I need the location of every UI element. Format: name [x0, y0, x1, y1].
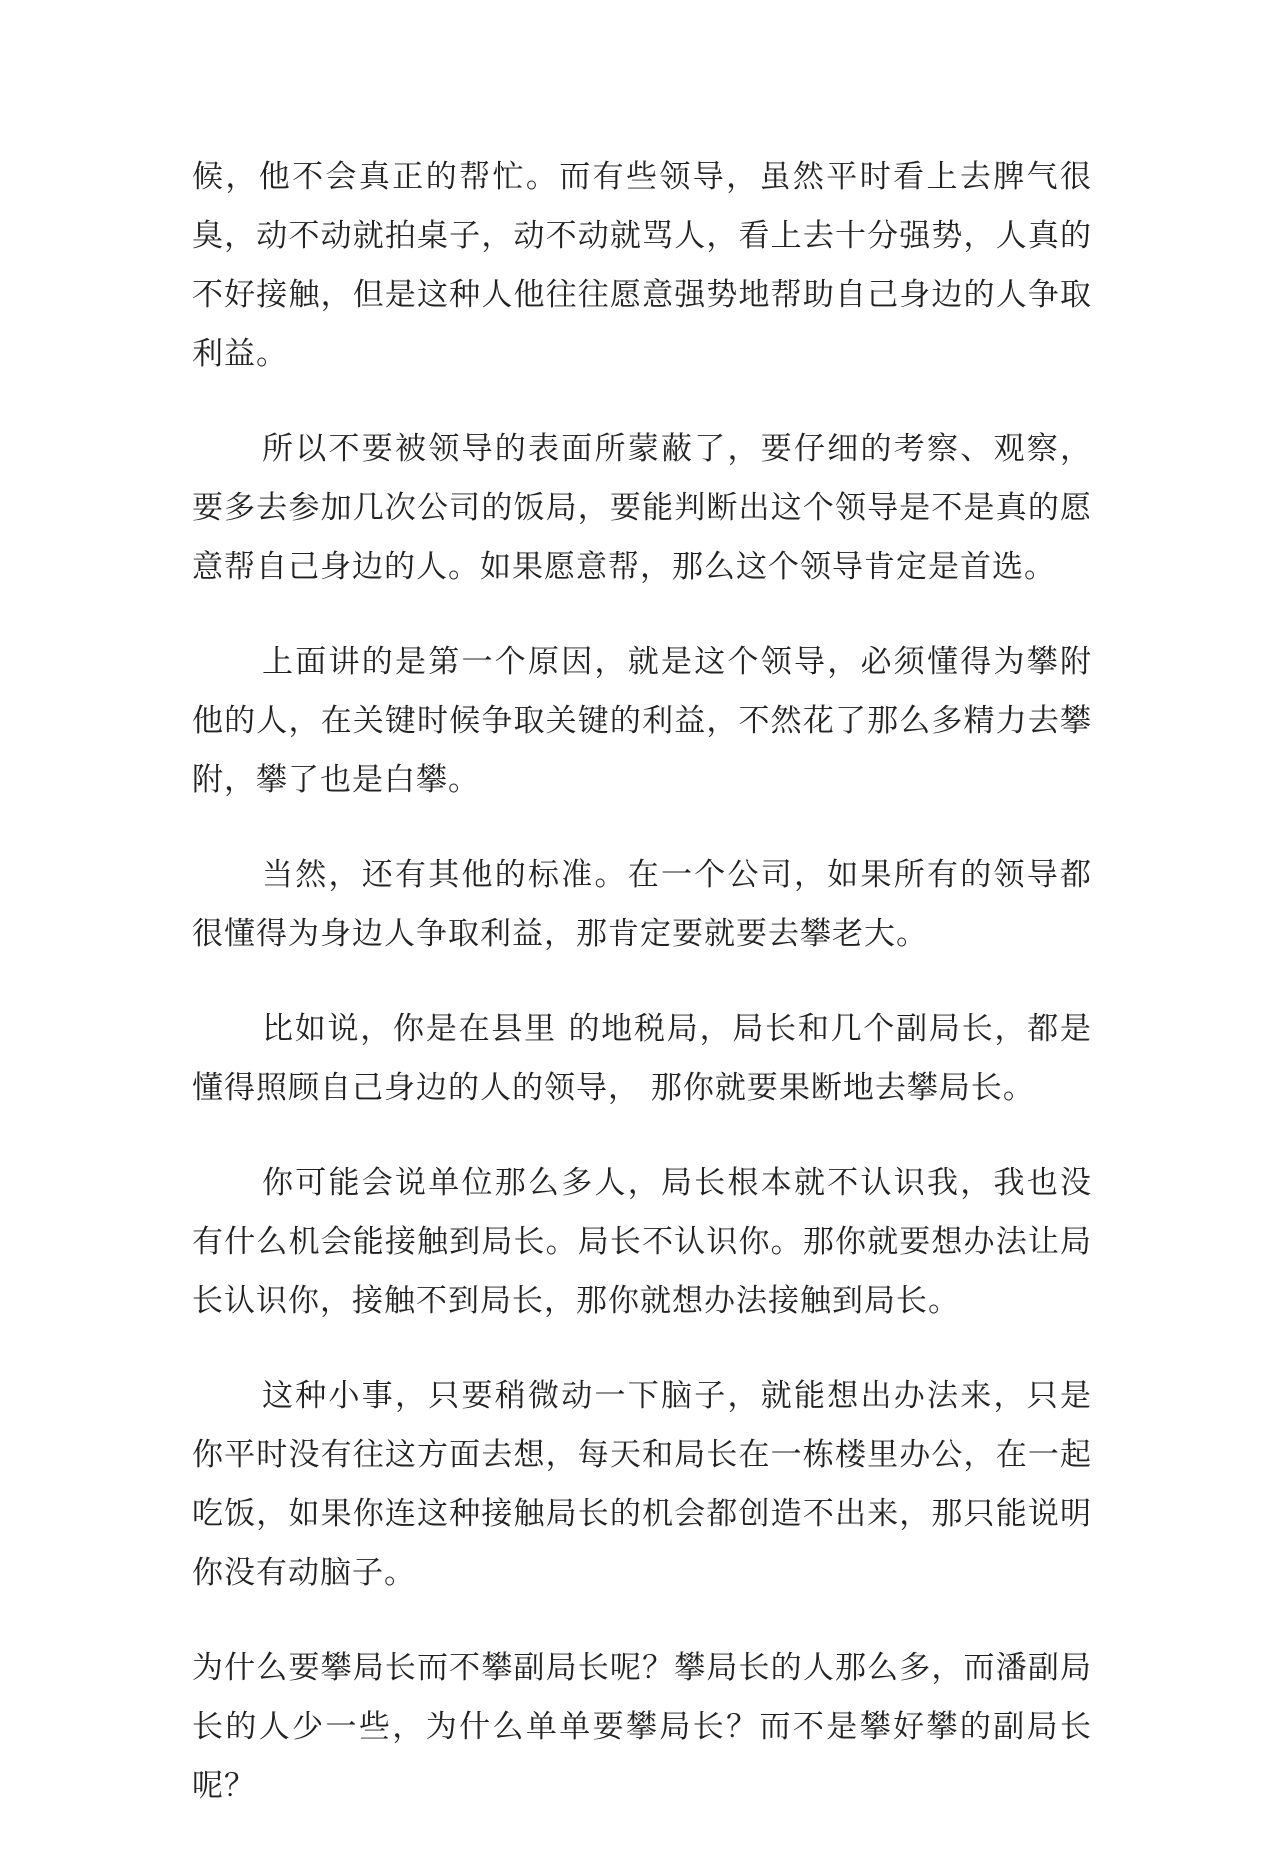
paragraph-8: 为什么要攀局长而不攀副局长呢？攀局长的人那么多，而潘副局 长的人少一些，为什么单单要攀局长？而不是攀好攀的副局长呢？ [192, 1650, 1092, 1804]
paragraph-1: 候，他不会真正的帮忙。而有些领导，虽然平时看上去脾气很臭，动不动就拍桌子，动不动就骂人，看上去十分强势，人真的不好接触，但是这种人他往往愿意强势地帮助自己身边的人争取利益。 [192, 159, 1092, 372]
document-body [192, 148, 1092, 1852]
paragraph-4: 当然，还有其他的标准。在一个公司，如果所有的领导都很懂得为身边人争取利益，那肯定要就要去攀老大。 [192, 857, 1092, 952]
paragraph-7: 这种小事，只要稍微动一下脑子，就能想出办法来，只是你平时没有往这方面去想，每天和局长在一栋楼里办公，在一起吃饭，如果你连这种接触局长的机会都创造不出来，那只能说明你没有动脑子。 [192, 1378, 1092, 1591]
paragraph-2: 所以不要被领导的表面所蒙蔽了，要仔细的考察、观察，要多去参加几次公司的饭局，要能判断出这个领导是不是真的愿意帮自己身边的人。如果愿意帮，那么这个领导肯定是首选。 [192, 431, 1092, 585]
paragraph-5: 比如说，你是在县里 的地税局，局长和几个副局长，都是懂得照顾自己身边的人的领导， 那你就要果断地去攀局长。 [192, 1011, 1092, 1106]
paragraph-3: 上面讲的是第一个原因，就是这个领导，必须懂得为攀附他的人，在关键时候争取关键的利益，不然花了那么多精力去攀附，攀了也是白攀。 [192, 644, 1092, 798]
paragraph-6: 你可能会说单位那么多人，局长根本就不认识我，我也没有什么机会能接触到局长。局长不认识你。那你就要想办法让局长认识你，接触不到局长，那你就想办法接触到局长。 [192, 1165, 1092, 1319]
